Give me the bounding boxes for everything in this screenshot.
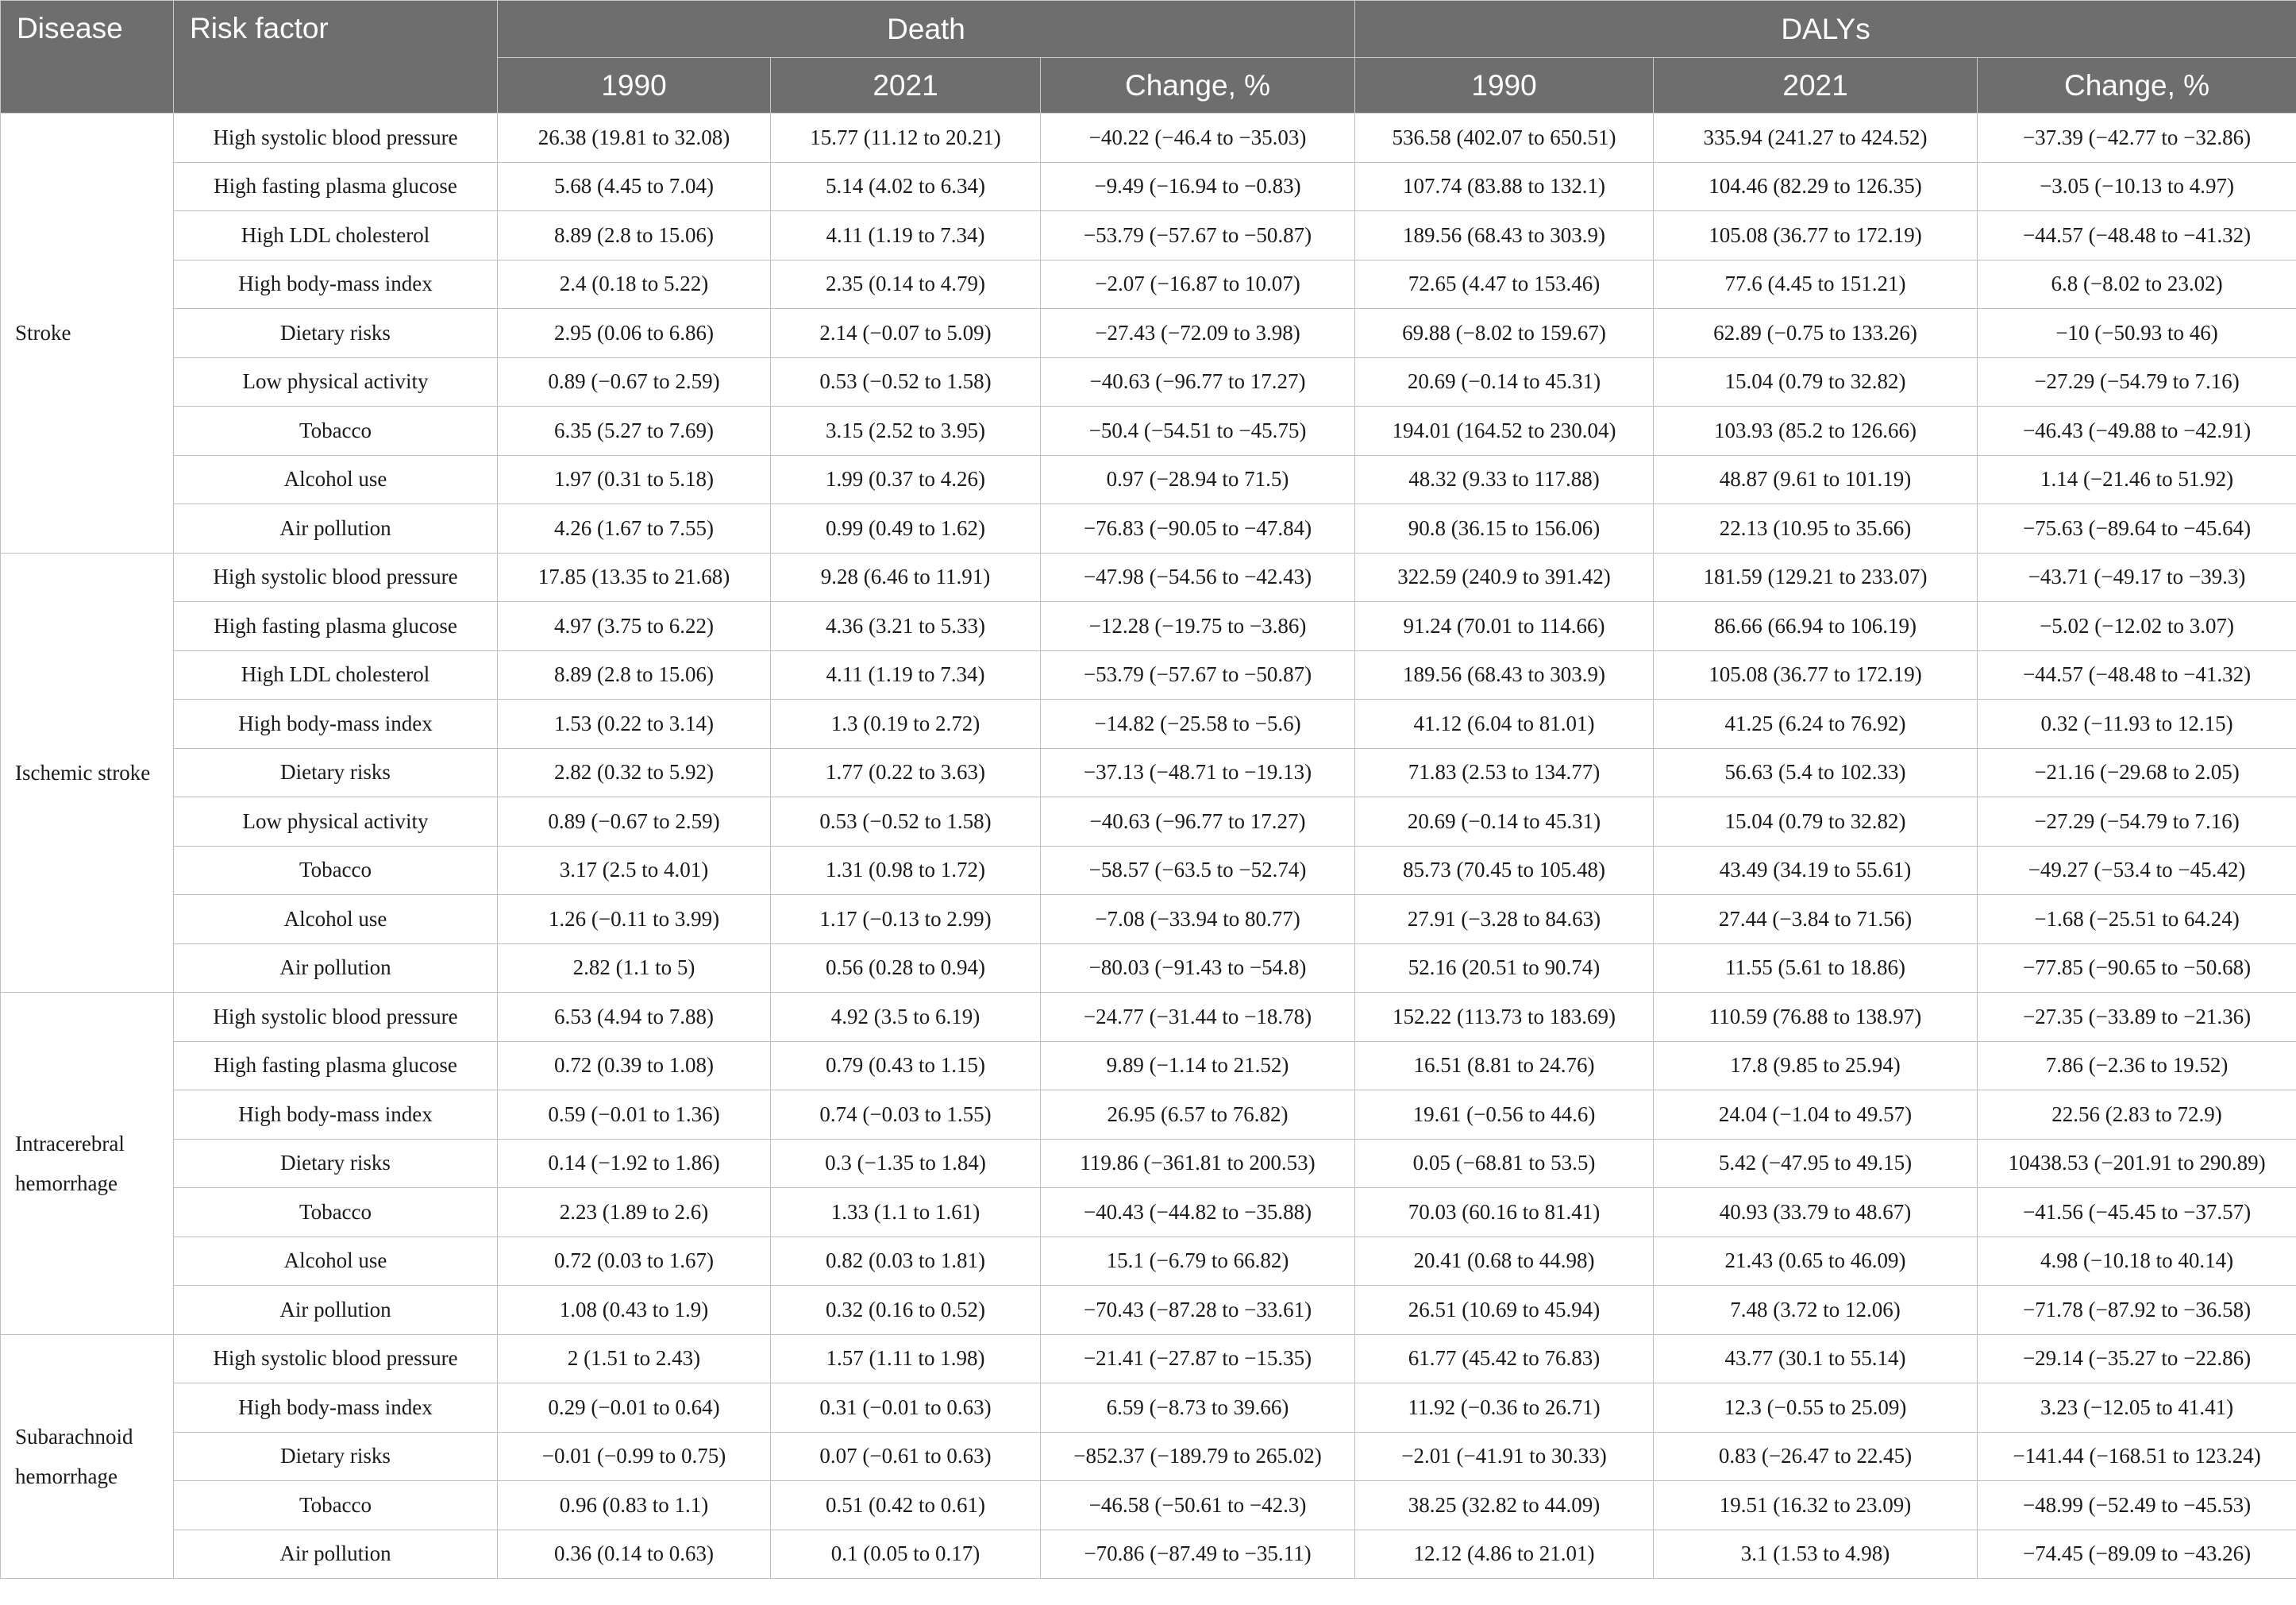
table-row: [1, 602, 2296, 651]
dalys-1990-cell: 189.56 (68.43 to 303.9): [1355, 211, 1654, 260]
death-1990-cell: 0.72 (0.39 to 1.08): [498, 1041, 771, 1090]
death-2021-cell: 1.57 (1.11 to 1.98): [771, 1334, 1041, 1383]
dalys-1990-cell: 12.12 (4.86 to 21.01): [1355, 1530, 1654, 1579]
dalys-change-cell: −75.63 (−89.64 to −45.64): [1978, 504, 2296, 554]
death-2021-cell: 0.07 (−0.61 to 0.63): [771, 1432, 1041, 1481]
risk-factor-cell: Low physical activity: [174, 357, 498, 407]
death-1990-cell: 4.26 (1.67 to 7.55): [498, 504, 771, 554]
header-dalys-2021: 2021: [1654, 58, 1978, 114]
death-2021-cell: 1.99 (0.37 to 4.26): [771, 455, 1041, 504]
dalys-1990-cell: 71.83 (2.53 to 134.77): [1355, 748, 1654, 797]
dalys-2021-cell: 104.46 (82.29 to 126.35): [1654, 162, 1978, 211]
table-row: [1, 797, 2296, 847]
dalys-2021-cell: 43.77 (30.1 to 55.14): [1654, 1334, 1978, 1383]
death-1990-cell: 5.68 (4.45 to 7.04): [498, 162, 771, 211]
risk-factor-cell: High body-mass index: [174, 1090, 498, 1140]
disease-cell: Subarachnoid hemorrhage: [1, 1334, 174, 1579]
dalys-change-cell: −1.68 (−25.51 to 64.24): [1978, 895, 2296, 944]
death-2021-cell: 0.53 (−0.52 to 1.58): [771, 797, 1041, 847]
dalys-change-cell: 4.98 (−10.18 to 40.14): [1978, 1237, 2296, 1286]
risk-factor-cell: High systolic blood pressure: [174, 1334, 498, 1383]
dalys-change-cell: −141.44 (−168.51 to 123.24): [1978, 1432, 2296, 1481]
death-1990-cell: 3.17 (2.5 to 4.01): [498, 846, 771, 895]
dalys-1990-cell: 61.77 (45.42 to 76.83): [1355, 1334, 1654, 1383]
dalys-2021-cell: 17.8 (9.85 to 25.94): [1654, 1041, 1978, 1090]
risk-factor-cell: Tobacco: [174, 846, 498, 895]
dalys-2021-cell: 11.55 (5.61 to 18.86): [1654, 943, 1978, 993]
dalys-change-cell: −27.29 (−54.79 to 7.16): [1978, 797, 2296, 847]
death-change-cell: −58.57 (−63.5 to −52.74): [1041, 846, 1355, 895]
death-1990-cell: 17.85 (13.35 to 21.68): [498, 553, 771, 602]
death-2021-cell: 1.77 (0.22 to 3.63): [771, 748, 1041, 797]
death-1990-cell: 8.89 (2.8 to 15.06): [498, 650, 771, 700]
table-row: [1, 504, 2296, 554]
dalys-1990-cell: 19.61 (−0.56 to 44.6): [1355, 1090, 1654, 1140]
death-change-cell: −40.63 (−96.77 to 17.27): [1041, 797, 1355, 847]
death-2021-cell: 1.33 (1.1 to 1.61): [771, 1188, 1041, 1237]
death-change-cell: 9.89 (−1.14 to 21.52): [1041, 1041, 1355, 1090]
death-1990-cell: 0.89 (−0.67 to 2.59): [498, 357, 771, 407]
dalys-1990-cell: 152.22 (113.73 to 183.69): [1355, 993, 1654, 1042]
table-row: [1, 1139, 2296, 1188]
risk-factor-cell: Tobacco: [174, 1188, 498, 1237]
dalys-2021-cell: 48.87 (9.61 to 101.19): [1654, 455, 1978, 504]
table-row: [1, 993, 2296, 1042]
risk-factor-cell: High fasting plasma glucose: [174, 1041, 498, 1090]
table-row: [1, 455, 2296, 504]
death-1990-cell: 0.72 (0.03 to 1.67): [498, 1237, 771, 1286]
table-row: [1, 553, 2296, 602]
disease-cell: Intracerebral hemorrhage: [1, 993, 174, 1335]
table-row: [1, 309, 2296, 358]
death-1990-cell: 0.29 (−0.01 to 0.64): [498, 1383, 771, 1433]
death-change-cell: −2.07 (−16.87 to 10.07): [1041, 260, 1355, 309]
dalys-1990-cell: 48.32 (9.33 to 117.88): [1355, 455, 1654, 504]
dalys-1990-cell: 69.88 (−8.02 to 159.67): [1355, 309, 1654, 358]
table-row: [1, 1188, 2296, 1237]
dalys-change-cell: 10438.53 (−201.91 to 290.89): [1978, 1139, 2296, 1188]
death-1990-cell: 1.26 (−0.11 to 3.99): [498, 895, 771, 944]
dalys-1990-cell: −2.01 (−41.91 to 30.33): [1355, 1432, 1654, 1481]
risk-factor-cell: Tobacco: [174, 407, 498, 456]
death-2021-cell: 0.99 (0.49 to 1.62): [771, 504, 1041, 554]
dalys-1990-cell: 189.56 (68.43 to 303.9): [1355, 650, 1654, 700]
dalys-2021-cell: 41.25 (6.24 to 76.92): [1654, 700, 1978, 749]
dalys-2021-cell: 43.49 (34.19 to 55.61): [1654, 846, 1978, 895]
death-2021-cell: 0.53 (−0.52 to 1.58): [771, 357, 1041, 407]
death-2021-cell: 3.15 (2.52 to 3.95): [771, 407, 1041, 456]
death-1990-cell: 2.82 (0.32 to 5.92): [498, 748, 771, 797]
death-1990-cell: −0.01 (−0.99 to 0.75): [498, 1432, 771, 1481]
table-row: [1, 943, 2296, 993]
dalys-change-cell: 1.14 (−21.46 to 51.92): [1978, 455, 2296, 504]
death-change-cell: 15.1 (−6.79 to 66.82): [1041, 1237, 1355, 1286]
death-2021-cell: 0.79 (0.43 to 1.15): [771, 1041, 1041, 1090]
header-dalys-1990: 1990: [1355, 58, 1654, 114]
dalys-change-cell: −44.57 (−48.48 to −41.32): [1978, 650, 2296, 700]
dalys-change-cell: −21.16 (−29.68 to 2.05): [1978, 748, 2296, 797]
dalys-1990-cell: 70.03 (60.16 to 81.41): [1355, 1188, 1654, 1237]
dalys-2021-cell: 19.51 (16.32 to 23.09): [1654, 1481, 1978, 1530]
risk-factor-cell: Alcohol use: [174, 895, 498, 944]
header-disease: Disease: [1, 1, 174, 114]
death-1990-cell: 1.97 (0.31 to 5.18): [498, 455, 771, 504]
dalys-2021-cell: 15.04 (0.79 to 32.82): [1654, 797, 1978, 847]
dalys-change-cell: −77.85 (−90.65 to −50.68): [1978, 943, 2296, 993]
dalys-2021-cell: 0.83 (−26.47 to 22.45): [1654, 1432, 1978, 1481]
death-2021-cell: 0.74 (−0.03 to 1.55): [771, 1090, 1041, 1140]
dalys-2021-cell: 62.89 (−0.75 to 133.26): [1654, 309, 1978, 358]
risk-factor-cell: Air pollution: [174, 943, 498, 993]
death-change-cell: −40.63 (−96.77 to 17.27): [1041, 357, 1355, 407]
dalys-2021-cell: 24.04 (−1.04 to 49.57): [1654, 1090, 1978, 1140]
dalys-1990-cell: 91.24 (70.01 to 114.66): [1355, 602, 1654, 651]
death-change-cell: −27.43 (−72.09 to 3.98): [1041, 309, 1355, 358]
death-1990-cell: 8.89 (2.8 to 15.06): [498, 211, 771, 260]
dalys-2021-cell: 7.48 (3.72 to 12.06): [1654, 1286, 1978, 1335]
risk-factor-cell: High systolic blood pressure: [174, 993, 498, 1042]
header-death-change: Change, %: [1041, 58, 1355, 114]
death-1990-cell: 26.38 (19.81 to 32.08): [498, 114, 771, 163]
death-2021-cell: 0.82 (0.03 to 1.81): [771, 1237, 1041, 1286]
dalys-1990-cell: 20.69 (−0.14 to 45.31): [1355, 797, 1654, 847]
risk-factor-cell: Dietary risks: [174, 309, 498, 358]
dalys-2021-cell: 181.59 (129.21 to 233.07): [1654, 553, 1978, 602]
death-change-cell: −76.83 (−90.05 to −47.84): [1041, 504, 1355, 554]
dalys-2021-cell: 77.6 (4.45 to 151.21): [1654, 260, 1978, 309]
dalys-change-cell: 22.56 (2.83 to 72.9): [1978, 1090, 2296, 1140]
dalys-change-cell: 7.86 (−2.36 to 19.52): [1978, 1041, 2296, 1090]
death-1990-cell: 0.96 (0.83 to 1.1): [498, 1481, 771, 1530]
dalys-2021-cell: 56.63 (5.4 to 102.33): [1654, 748, 1978, 797]
table-row: [1, 846, 2296, 895]
header-death: Death: [498, 1, 1355, 58]
table-row: [1, 260, 2296, 309]
dalys-2021-cell: 3.1 (1.53 to 4.98): [1654, 1530, 1978, 1579]
table-row: [1, 162, 2296, 211]
death-change-cell: −21.41 (−27.87 to −15.35): [1041, 1334, 1355, 1383]
death-change-cell: 6.59 (−8.73 to 39.66): [1041, 1383, 1355, 1433]
risk-factor-cell: High fasting plasma glucose: [174, 602, 498, 651]
risk-factor-cell: High fasting plasma glucose: [174, 162, 498, 211]
death-2021-cell: 0.31 (−0.01 to 0.63): [771, 1383, 1041, 1433]
table-row: [1, 407, 2296, 456]
dalys-change-cell: −49.27 (−53.4 to −45.42): [1978, 846, 2296, 895]
risk-factor-cell: Air pollution: [174, 504, 498, 554]
risk-factor-cell: Low physical activity: [174, 797, 498, 847]
dalys-change-cell: 3.23 (−12.05 to 41.41): [1978, 1383, 2296, 1433]
death-1990-cell: 2.23 (1.89 to 2.6): [498, 1188, 771, 1237]
dalys-change-cell: −5.02 (−12.02 to 3.07): [1978, 602, 2296, 651]
death-1990-cell: 0.14 (−1.92 to 1.86): [498, 1139, 771, 1188]
table-row: [1, 114, 2296, 163]
death-change-cell: −9.49 (−16.94 to −0.83): [1041, 162, 1355, 211]
dalys-2021-cell: 86.66 (66.94 to 106.19): [1654, 602, 1978, 651]
risk-factor-cell: High body-mass index: [174, 260, 498, 309]
table-body: [1, 114, 2296, 1579]
risk-factor-cell: Tobacco: [174, 1481, 498, 1530]
dalys-1990-cell: 0.05 (−68.81 to 53.5): [1355, 1139, 1654, 1188]
death-2021-cell: 1.17 (−0.13 to 2.99): [771, 895, 1041, 944]
header-death-1990: 1990: [498, 58, 771, 114]
death-1990-cell: 6.53 (4.94 to 7.88): [498, 993, 771, 1042]
dalys-1990-cell: 20.69 (−0.14 to 45.31): [1355, 357, 1654, 407]
risk-factor-cell: Alcohol use: [174, 1237, 498, 1286]
death-2021-cell: 0.3 (−1.35 to 1.84): [771, 1139, 1041, 1188]
death-change-cell: −70.86 (−87.49 to −35.11): [1041, 1530, 1355, 1579]
death-2021-cell: 0.1 (0.05 to 0.17): [771, 1530, 1041, 1579]
risk-factor-cell: Dietary risks: [174, 1139, 498, 1188]
dalys-change-cell: 0.32 (−11.93 to 12.15): [1978, 700, 2296, 749]
death-1990-cell: 6.35 (5.27 to 7.69): [498, 407, 771, 456]
dalys-2021-cell: 5.42 (−47.95 to 49.15): [1654, 1139, 1978, 1188]
death-1990-cell: 2.4 (0.18 to 5.22): [498, 260, 771, 309]
table-row: [1, 895, 2296, 944]
death-change-cell: −37.13 (−48.71 to −19.13): [1041, 748, 1355, 797]
risk-factor-cell: Alcohol use: [174, 455, 498, 504]
risk-factor-cell: High systolic blood pressure: [174, 553, 498, 602]
dalys-1990-cell: 38.25 (32.82 to 44.09): [1355, 1481, 1654, 1530]
death-change-cell: 0.97 (−28.94 to 71.5): [1041, 455, 1355, 504]
dalys-change-cell: −74.45 (−89.09 to −43.26): [1978, 1530, 2296, 1579]
death-2021-cell: 15.77 (11.12 to 20.21): [771, 114, 1041, 163]
death-1990-cell: 0.36 (0.14 to 0.63): [498, 1530, 771, 1579]
death-change-cell: 119.86 (−361.81 to 200.53): [1041, 1139, 1355, 1188]
dalys-change-cell: −29.14 (−35.27 to −22.86): [1978, 1334, 2296, 1383]
table-row: [1, 357, 2296, 407]
dalys-2021-cell: 103.93 (85.2 to 126.66): [1654, 407, 1978, 456]
dalys-1990-cell: 72.65 (4.47 to 153.46): [1355, 260, 1654, 309]
dalys-1990-cell: 52.16 (20.51 to 90.74): [1355, 943, 1654, 993]
table-header: [1, 1, 2296, 114]
dalys-1990-cell: 16.51 (8.81 to 24.76): [1355, 1041, 1654, 1090]
table-row: [1, 211, 2296, 260]
dalys-2021-cell: 105.08 (36.77 to 172.19): [1654, 211, 1978, 260]
death-2021-cell: 5.14 (4.02 to 6.34): [771, 162, 1041, 211]
death-1990-cell: 4.97 (3.75 to 6.22): [498, 602, 771, 651]
dalys-2021-cell: 12.3 (−0.55 to 25.09): [1654, 1383, 1978, 1433]
risk-factor-cell: Dietary risks: [174, 748, 498, 797]
death-2021-cell: 2.35 (0.14 to 4.79): [771, 260, 1041, 309]
death-1990-cell: 2.95 (0.06 to 6.86): [498, 309, 771, 358]
header-dalys-change: Change, %: [1978, 58, 2296, 114]
death-change-cell: −12.28 (−19.75 to −3.86): [1041, 602, 1355, 651]
death-2021-cell: 4.92 (3.5 to 6.19): [771, 993, 1041, 1042]
header-dalys: DALYs: [1355, 1, 2296, 58]
death-2021-cell: 1.3 (0.19 to 2.72): [771, 700, 1041, 749]
disease-cell: Ischemic stroke: [1, 553, 174, 993]
dalys-1990-cell: 26.51 (10.69 to 45.94): [1355, 1286, 1654, 1335]
risk-factor-cell: High LDL cholesterol: [174, 650, 498, 700]
dalys-change-cell: −41.56 (−45.45 to −37.57): [1978, 1188, 2296, 1237]
death-2021-cell: 0.51 (0.42 to 0.61): [771, 1481, 1041, 1530]
dalys-change-cell: 6.8 (−8.02 to 23.02): [1978, 260, 2296, 309]
table-row: [1, 1383, 2296, 1433]
dalys-1990-cell: 27.91 (−3.28 to 84.63): [1355, 895, 1654, 944]
death-change-cell: −852.37 (−189.79 to 265.02): [1041, 1432, 1355, 1481]
death-2021-cell: 0.32 (0.16 to 0.52): [771, 1286, 1041, 1335]
death-1990-cell: 0.89 (−0.67 to 2.59): [498, 797, 771, 847]
risk-factor-cell: Dietary risks: [174, 1432, 498, 1481]
risk-factor-cell: High systolic blood pressure: [174, 114, 498, 163]
dalys-1990-cell: 536.58 (402.07 to 650.51): [1355, 114, 1654, 163]
table-row: [1, 1041, 2296, 1090]
table-row: [1, 1481, 2296, 1530]
table-row: [1, 1530, 2296, 1579]
dalys-1990-cell: 90.8 (36.15 to 156.06): [1355, 504, 1654, 554]
dalys-2021-cell: 40.93 (33.79 to 48.67): [1654, 1188, 1978, 1237]
death-change-cell: −24.77 (−31.44 to −18.78): [1041, 993, 1355, 1042]
dalys-1990-cell: 322.59 (240.9 to 391.42): [1355, 553, 1654, 602]
table-row: [1, 650, 2296, 700]
dalys-1990-cell: 107.74 (83.88 to 132.1): [1355, 162, 1654, 211]
table-row: [1, 1090, 2296, 1140]
death-change-cell: −47.98 (−54.56 to −42.43): [1041, 553, 1355, 602]
death-2021-cell: 9.28 (6.46 to 11.91): [771, 553, 1041, 602]
table-row: [1, 1432, 2296, 1481]
header-risk-factor: Risk factor: [174, 1, 498, 114]
death-2021-cell: 4.11 (1.19 to 7.34): [771, 650, 1041, 700]
dalys-change-cell: −27.35 (−33.89 to −21.36): [1978, 993, 2296, 1042]
death-change-cell: −80.03 (−91.43 to −54.8): [1041, 943, 1355, 993]
dalys-2021-cell: 335.94 (241.27 to 424.52): [1654, 114, 1978, 163]
table-row: [1, 1286, 2296, 1335]
death-1990-cell: 2 (1.51 to 2.43): [498, 1334, 771, 1383]
header-death-2021: 2021: [771, 58, 1041, 114]
death-change-cell: −70.43 (−87.28 to −33.61): [1041, 1286, 1355, 1335]
risk-factor-cell: High LDL cholesterol: [174, 211, 498, 260]
table-row: [1, 748, 2296, 797]
death-2021-cell: 4.11 (1.19 to 7.34): [771, 211, 1041, 260]
dalys-1990-cell: 20.41 (0.68 to 44.98): [1355, 1237, 1654, 1286]
death-change-cell: −46.58 (−50.61 to −42.3): [1041, 1481, 1355, 1530]
death-change-cell: −50.4 (−54.51 to −45.75): [1041, 407, 1355, 456]
disease-cell: Stroke: [1, 114, 174, 554]
risk-factor-cell: High body-mass index: [174, 1383, 498, 1433]
death-2021-cell: 4.36 (3.21 to 5.33): [771, 602, 1041, 651]
risk-factor-cell: Air pollution: [174, 1530, 498, 1579]
death-2021-cell: 1.31 (0.98 to 1.72): [771, 846, 1041, 895]
dalys-change-cell: −27.29 (−54.79 to 7.16): [1978, 357, 2296, 407]
dalys-1990-cell: 41.12 (6.04 to 81.01): [1355, 700, 1654, 749]
dalys-1990-cell: 194.01 (164.52 to 230.04): [1355, 407, 1654, 456]
dalys-2021-cell: 21.43 (0.65 to 46.09): [1654, 1237, 1978, 1286]
death-change-cell: 26.95 (6.57 to 76.82): [1041, 1090, 1355, 1140]
death-change-cell: −14.82 (−25.58 to −5.6): [1041, 700, 1355, 749]
dalys-change-cell: −44.57 (−48.48 to −41.32): [1978, 211, 2296, 260]
dalys-2021-cell: 105.08 (36.77 to 172.19): [1654, 650, 1978, 700]
dalys-2021-cell: 15.04 (0.79 to 32.82): [1654, 357, 1978, 407]
table-row: [1, 1237, 2296, 1286]
death-change-cell: −53.79 (−57.67 to −50.87): [1041, 650, 1355, 700]
dalys-change-cell: −71.78 (−87.92 to −36.58): [1978, 1286, 2296, 1335]
dalys-change-cell: −48.99 (−52.49 to −45.53): [1978, 1481, 2296, 1530]
dalys-1990-cell: 85.73 (70.45 to 105.48): [1355, 846, 1654, 895]
death-1990-cell: 1.53 (0.22 to 3.14): [498, 700, 771, 749]
death-change-cell: −40.43 (−44.82 to −35.88): [1041, 1188, 1355, 1237]
risk-factor-cell: Air pollution: [174, 1286, 498, 1335]
death-2021-cell: 2.14 (−0.07 to 5.09): [771, 309, 1041, 358]
dalys-change-cell: −37.39 (−42.77 to −32.86): [1978, 114, 2296, 163]
dalys-change-cell: −46.43 (−49.88 to −42.91): [1978, 407, 2296, 456]
dalys-2021-cell: 27.44 (−3.84 to 71.56): [1654, 895, 1978, 944]
table-row: [1, 700, 2296, 749]
dalys-2021-cell: 110.59 (76.88 to 138.97): [1654, 993, 1978, 1042]
death-change-cell: −40.22 (−46.4 to −35.03): [1041, 114, 1355, 163]
dalys-1990-cell: 11.92 (−0.36 to 26.71): [1355, 1383, 1654, 1433]
death-change-cell: −7.08 (−33.94 to 80.77): [1041, 895, 1355, 944]
table-row: [1, 1334, 2296, 1383]
death-1990-cell: 0.59 (−0.01 to 1.36): [498, 1090, 771, 1140]
dalys-2021-cell: 22.13 (10.95 to 35.66): [1654, 504, 1978, 554]
death-change-cell: −53.79 (−57.67 to −50.87): [1041, 211, 1355, 260]
death-1990-cell: 1.08 (0.43 to 1.9): [498, 1286, 771, 1335]
risk-factor-cell: High body-mass index: [174, 700, 498, 749]
dalys-change-cell: −3.05 (−10.13 to 4.97): [1978, 162, 2296, 211]
dalys-change-cell: −10 (−50.93 to 46): [1978, 309, 2296, 358]
death-2021-cell: 0.56 (0.28 to 0.94): [771, 943, 1041, 993]
death-1990-cell: 2.82 (1.1 to 5): [498, 943, 771, 993]
dalys-change-cell: −43.71 (−49.17 to −39.3): [1978, 553, 2296, 602]
